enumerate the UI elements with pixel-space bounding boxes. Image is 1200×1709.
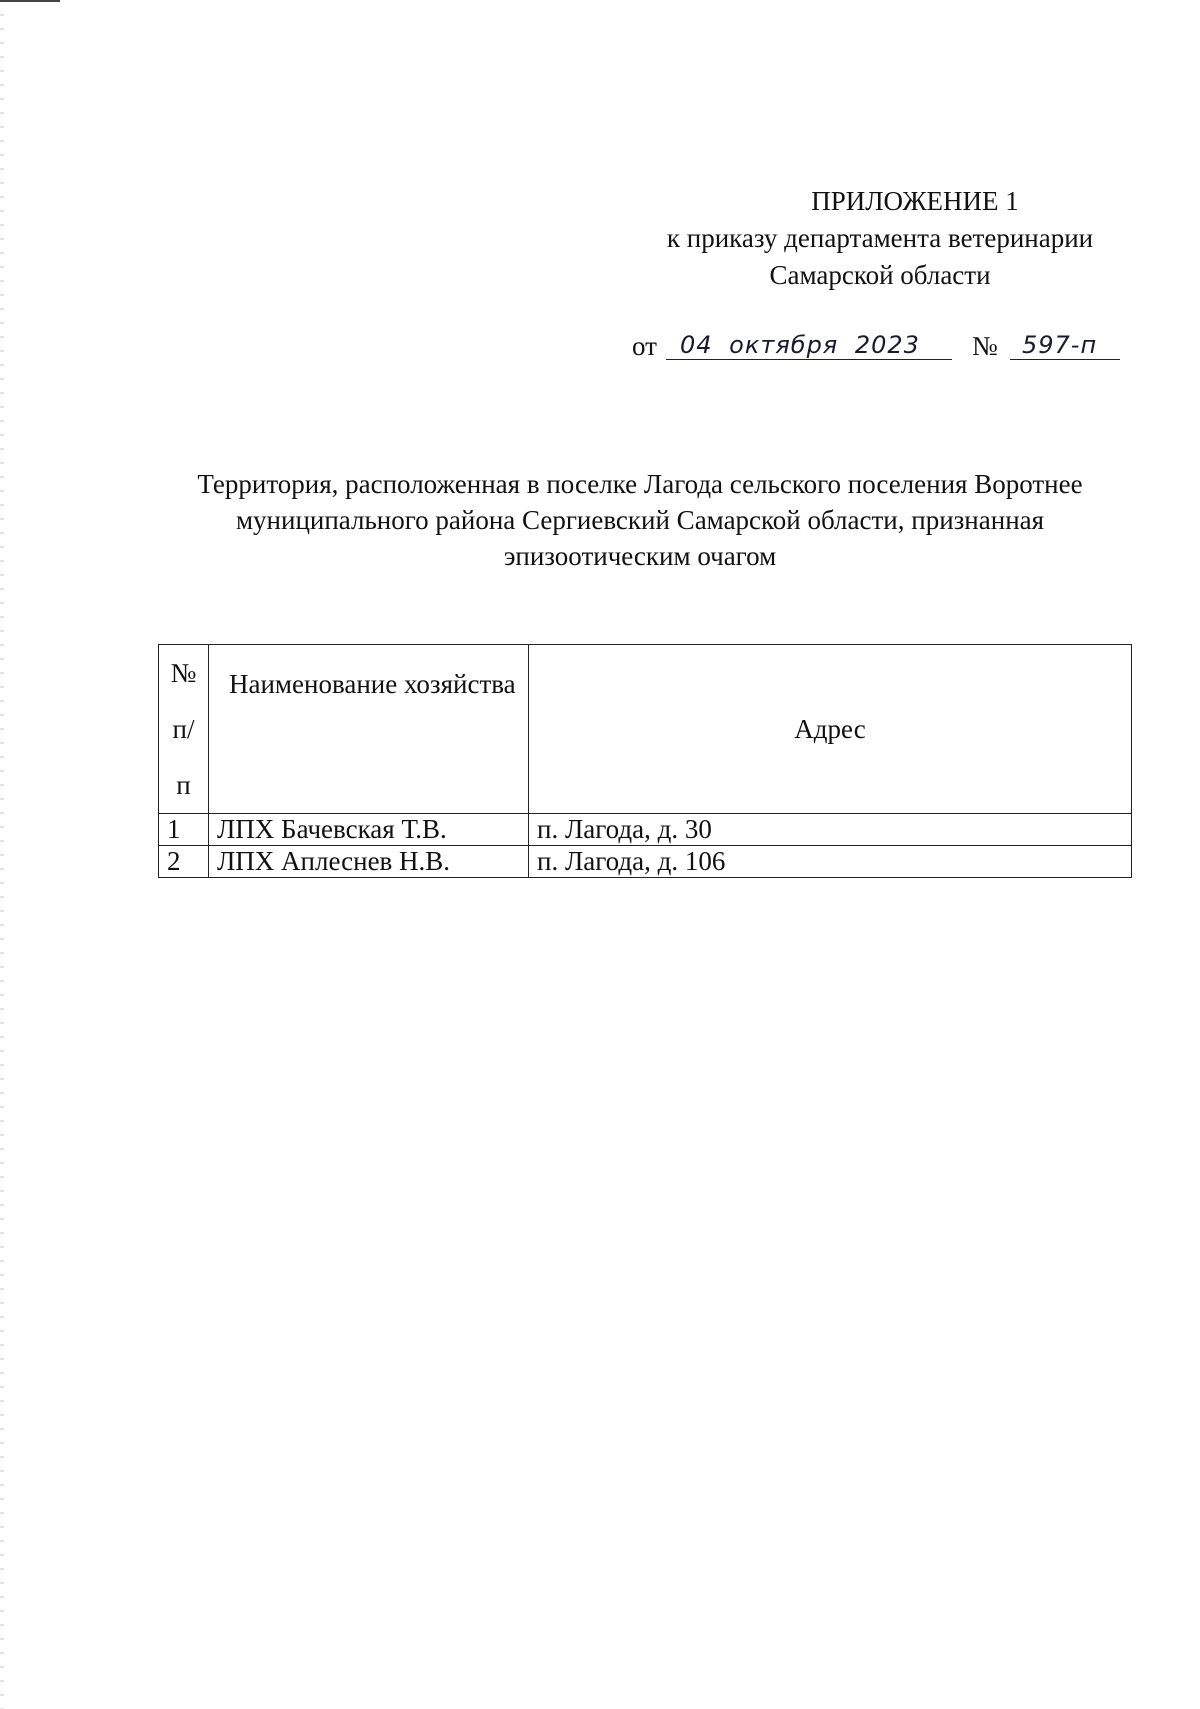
row-farm-name: ЛПХ Бачевская Т.В. [209,814,529,846]
document-heading [150,466,1130,574]
scan-edge-artifact [0,0,4,1709]
header-farm-name: Наименование хозяйства [209,645,529,814]
order-date-number-line [632,325,1122,365]
appendix-region: Самарской области [769,260,991,290]
header-number: № п/п [159,645,209,814]
appendix-order-ref: к приказу департамента ветеринарии [666,223,1094,253]
row-address: п. Лагода, д. 30 [529,814,1132,846]
scan-corner-artifact [0,0,60,2]
handwritten-number: 597-п [1022,331,1098,359]
heading-line-1: Территория, расположенная в поселке Лагода сельского поселения Воротнее [197,469,1083,499]
heading-line-3: эпизоотическим очагом [503,541,777,571]
appendix-title: ПРИЛОЖЕНИЕ 1 [811,186,1019,216]
header-address: Адрес [529,645,1132,814]
row-number: 2 [159,846,209,878]
table-header-row [159,645,1132,814]
number-sign: № [972,331,998,361]
row-farm-name: ЛПХ Аплеснев Н.В. [209,846,529,878]
table-row [159,814,1132,846]
handwritten-date: 04 октября 2023 [680,331,920,359]
number-field [1010,325,1120,360]
date-field [666,325,952,360]
heading-line-2: муниципального района Сергиевский Самарской области, признанная [235,505,1045,535]
table-row [159,846,1132,878]
date-prefix: от [632,331,657,361]
farms-table [158,644,1132,878]
appendix-header [640,183,1120,294]
row-address: п. Лагода, д. 106 [529,846,1132,878]
row-number: 1 [159,814,209,846]
